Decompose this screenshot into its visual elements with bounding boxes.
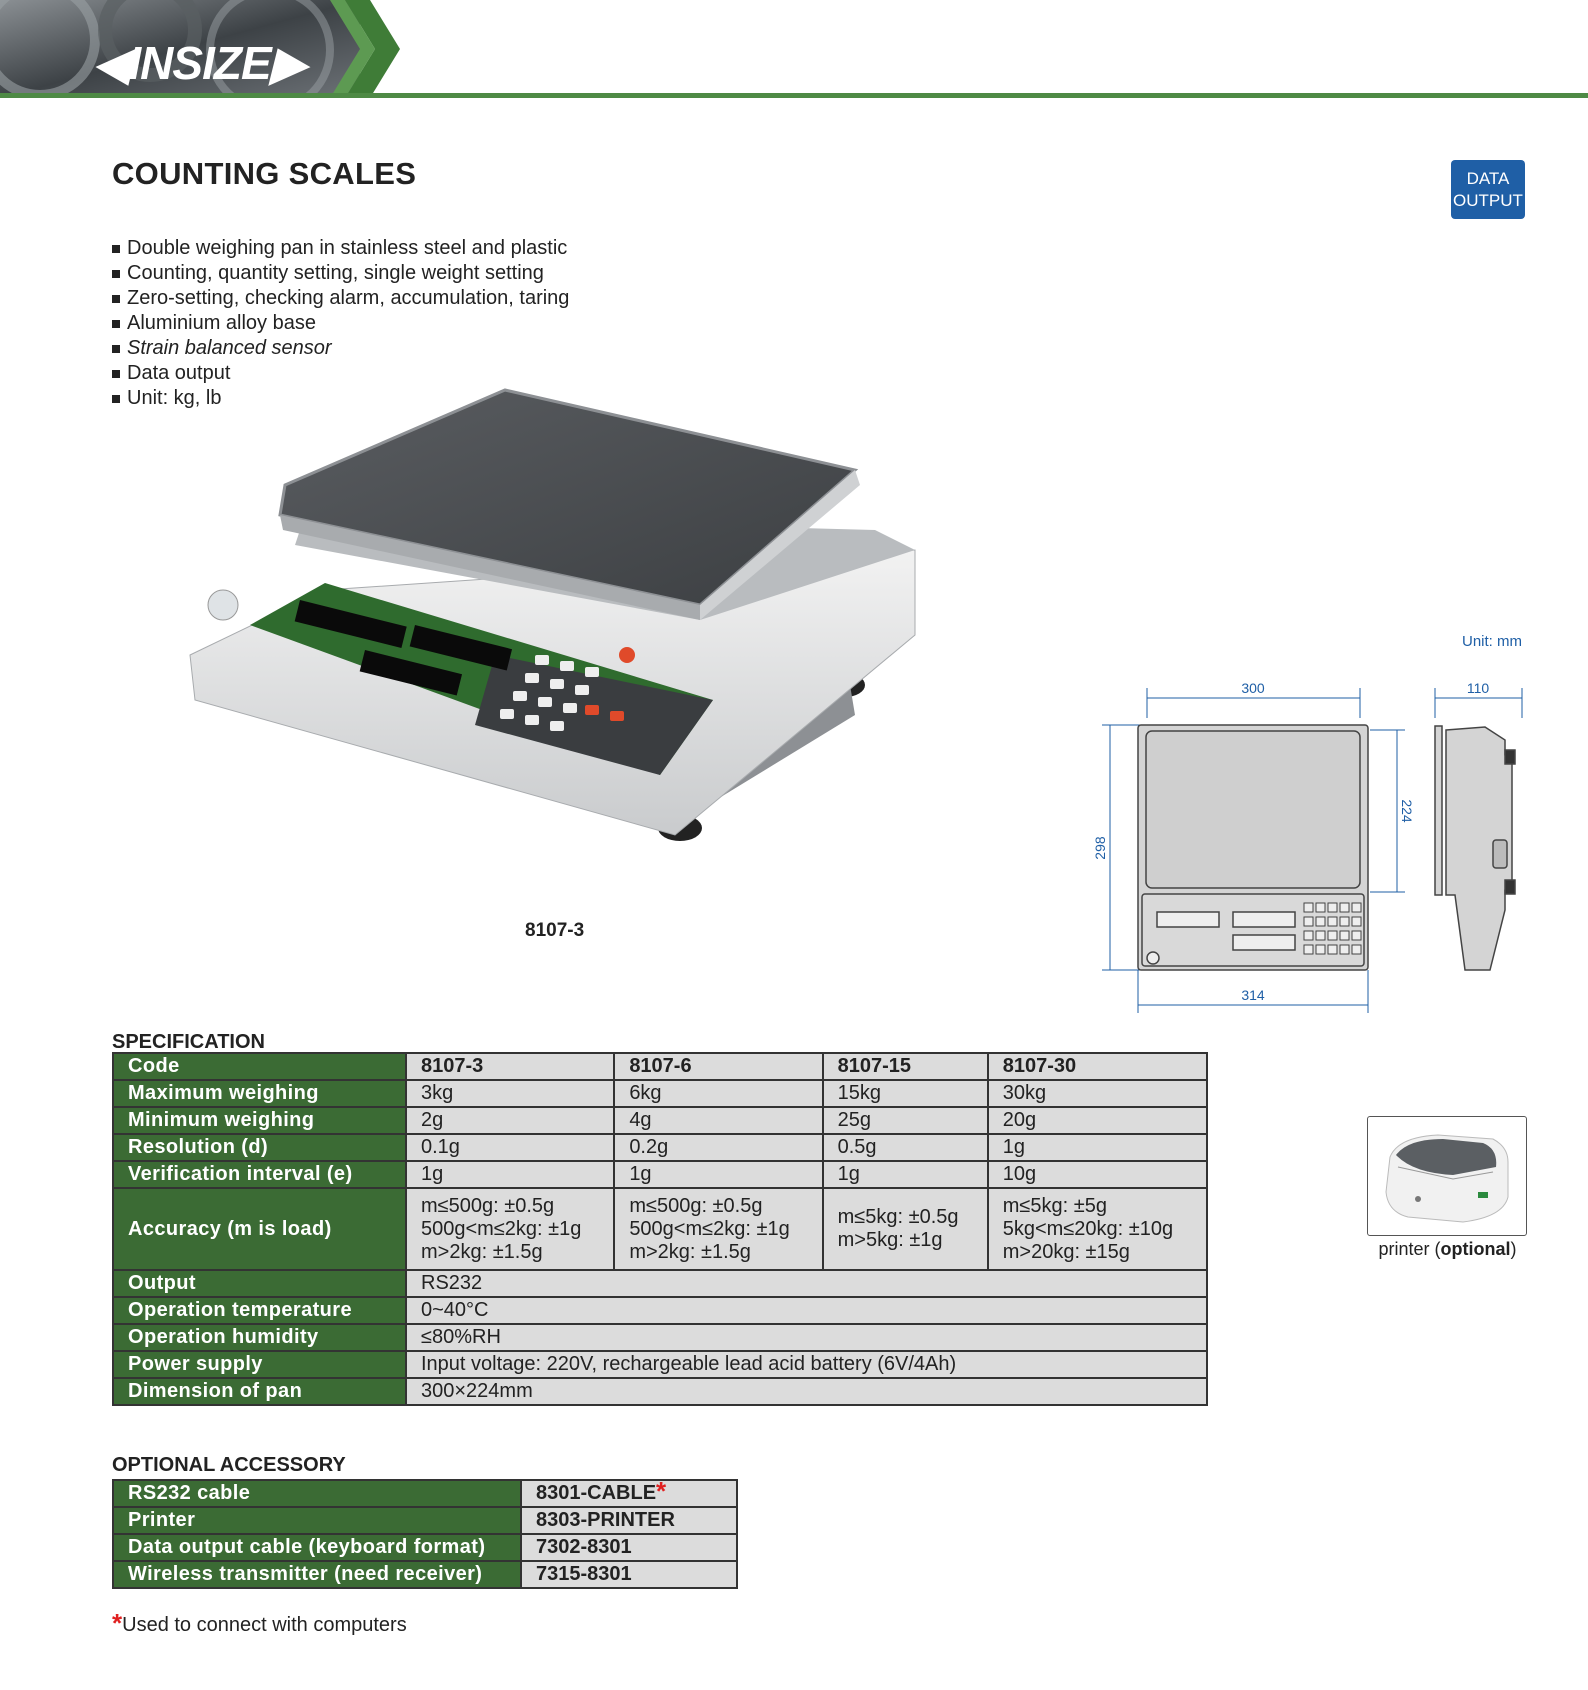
- table-row: [113, 1053, 1207, 1080]
- header-rule: [0, 93, 1588, 98]
- row-label: Data output cable (keyboard format): [113, 1534, 521, 1561]
- cell-line: m>2kg: ±1.5g: [629, 1240, 751, 1263]
- dim-top-label: 300: [1241, 680, 1265, 696]
- cell-line: m>5kg: ±1g: [837, 1229, 943, 1251]
- cell: [988, 1188, 1207, 1270]
- cell: 8303-PRINTER: [521, 1507, 737, 1534]
- keypad-key: [1340, 903, 1349, 912]
- keypad-key: [1340, 931, 1349, 940]
- cell-line: 5kg<m≤20kg: ±10g: [1002, 1217, 1174, 1240]
- cell-line: m>2kg: ±1.5g: [421, 1240, 543, 1263]
- unit-label: Unit: mm: [1462, 633, 1522, 650]
- keypad-key: [1328, 903, 1337, 912]
- cell: 1g: [406, 1161, 614, 1188]
- table-row: [113, 1270, 1207, 1297]
- cell: ≤80%RH: [406, 1324, 1207, 1351]
- row-label: Minimum weighing: [113, 1107, 406, 1134]
- feature-item: Zero-setting, checking alarm, accumulation, taring: [110, 286, 569, 311]
- cell: [521, 1476, 737, 1507]
- table-row: [113, 1351, 1207, 1378]
- row-label: Accuracy (m is load): [113, 1188, 406, 1270]
- row-label: Dimension of pan: [113, 1378, 406, 1405]
- table-row: [113, 1134, 1207, 1161]
- table-row: [113, 1188, 1207, 1270]
- printer-caption-suffix: ): [1510, 1239, 1517, 1259]
- cell: 1g: [823, 1161, 988, 1188]
- footnote: [112, 1608, 407, 1638]
- row-label: Printer: [113, 1507, 521, 1534]
- row-label: Wireless transmitter (need receiver): [113, 1561, 521, 1588]
- table-row: [113, 1507, 737, 1534]
- asterisk-mark: *: [112, 1608, 123, 1638]
- cell: 6kg: [614, 1080, 822, 1107]
- page-title: COUNTING SCALES: [112, 156, 417, 191]
- row-label: Output: [113, 1270, 406, 1297]
- keypad-key: [1340, 917, 1349, 926]
- keypad-key: [1352, 903, 1361, 912]
- keypad-key: [1316, 917, 1325, 926]
- dim-side-label: 110: [1466, 680, 1490, 696]
- cell: 8107-6: [614, 1053, 822, 1080]
- printer-caption-prefix: printer (: [1378, 1239, 1441, 1259]
- keypad-key: [1340, 945, 1349, 954]
- data-output-badge: [1451, 160, 1525, 219]
- logo-arrow-left-icon: ◀: [94, 37, 129, 89]
- feature-item: Strain balanced sensor: [110, 336, 569, 361]
- cell-code: 8301-CABLE: [536, 1482, 657, 1504]
- dimension-drawing: [1090, 670, 1530, 1015]
- row-label: Operation humidity: [113, 1324, 406, 1351]
- printer-caption: [1360, 1239, 1535, 1260]
- cell: Input voltage: 220V, rechargeable lead acid battery (6V/4Ah): [406, 1351, 1207, 1378]
- cell: 0.1g: [406, 1134, 614, 1161]
- row-label: Power supply: [113, 1351, 406, 1378]
- keypad-key: [1304, 945, 1313, 954]
- logo-arrow-right-icon: ▶: [270, 37, 306, 89]
- cell: 7302-8301: [521, 1534, 737, 1561]
- brand-logo: [94, 36, 305, 90]
- cell: [823, 1188, 988, 1270]
- table-row: [113, 1161, 1207, 1188]
- table-row: [113, 1378, 1207, 1405]
- feature-item: Unit: kg, lb: [110, 386, 569, 411]
- badge-line1: DATA: [1466, 168, 1510, 188]
- feature-item: Data output: [110, 361, 569, 386]
- keypad-key: [1328, 931, 1337, 940]
- cell: 0~40°C: [406, 1297, 1207, 1324]
- accessory-table: [112, 1476, 738, 1589]
- keypad-key: [1352, 945, 1361, 954]
- cell: RS232: [406, 1270, 1207, 1297]
- cell: 15kg: [823, 1080, 988, 1107]
- keypad-key: [1316, 945, 1325, 954]
- keypad-key: [1328, 945, 1337, 954]
- accessory-heading: OPTIONAL ACCESSORY: [112, 1454, 346, 1476]
- cell: 2g: [406, 1107, 614, 1134]
- table-row: [113, 1534, 737, 1561]
- keypad-key: [1316, 903, 1325, 912]
- cell: 10g: [988, 1161, 1207, 1188]
- printer-caption-bold: optional: [1440, 1239, 1511, 1259]
- keypad-key: [1316, 931, 1325, 940]
- cell: 4g: [614, 1107, 822, 1134]
- row-label: Operation temperature: [113, 1297, 406, 1324]
- table-row: [113, 1561, 737, 1588]
- keypad-key: [1352, 931, 1361, 940]
- cell: 8107-15: [823, 1053, 988, 1080]
- keypad-key: [1328, 917, 1337, 926]
- dim-bottom-label: 314: [1241, 987, 1265, 1003]
- cell-line: m≤500g: ±0.5g: [421, 1194, 555, 1217]
- cell-line: m≤5kg: ±0.5g: [837, 1206, 959, 1228]
- cell: 1g: [988, 1134, 1207, 1161]
- asterisk-mark: *: [656, 1476, 667, 1506]
- printer-icon: [1368, 1117, 1526, 1235]
- spec-heading: SPECIFICATION: [112, 1031, 265, 1053]
- row-label: Code: [113, 1053, 406, 1080]
- printer-image-frame: [1367, 1116, 1527, 1236]
- cell: 0.2g: [614, 1134, 822, 1161]
- cell: 0.5g: [823, 1134, 988, 1161]
- cell-line: m≤5kg: ±5g: [1002, 1194, 1107, 1217]
- row-label: Maximum weighing: [113, 1080, 406, 1107]
- cell: 30kg: [988, 1080, 1207, 1107]
- counting-scale-image: [115, 355, 1000, 915]
- dim-left-label: 298: [1092, 836, 1108, 860]
- cell: 25g: [823, 1107, 988, 1134]
- dim-right-label: 224: [1399, 799, 1415, 823]
- cell: [406, 1188, 614, 1270]
- cell-line: 500g<m≤2kg: ±1g: [421, 1217, 582, 1240]
- row-label: Verification interval (e): [113, 1161, 406, 1188]
- cell: 8107-3: [406, 1053, 614, 1080]
- keypad-key: [1304, 931, 1313, 940]
- spec-table: [112, 1052, 1208, 1406]
- keypad-key: [1352, 917, 1361, 926]
- table-row: [113, 1297, 1207, 1324]
- cell-line: 500g<m≤2kg: ±1g: [629, 1217, 790, 1240]
- row-label: RS232 cable: [113, 1480, 521, 1507]
- keypad-key: [1304, 903, 1313, 912]
- cell: 20g: [988, 1107, 1207, 1134]
- cell: 300×224mm: [406, 1378, 1207, 1405]
- brand-text: INSIZE: [128, 37, 271, 89]
- feature-item: Counting, quantity setting, single weight setting: [110, 261, 569, 286]
- cell: 7315-8301: [521, 1561, 737, 1588]
- table-row: [113, 1480, 737, 1507]
- table-row: [113, 1080, 1207, 1107]
- table-row: [113, 1107, 1207, 1134]
- row-label: Resolution (d): [113, 1134, 406, 1161]
- badge-line2: OUTPUT: [1453, 190, 1523, 210]
- cell: [614, 1188, 822, 1270]
- cell-line: m≤500g: ±0.5g: [629, 1194, 763, 1217]
- feature-item: Double weighing pan in stainless steel and plastic: [110, 236, 569, 261]
- cell: 8107-30: [988, 1053, 1207, 1080]
- cell: 1g: [614, 1161, 822, 1188]
- footnote-text: Used to connect with computers: [122, 1614, 407, 1636]
- table-row: [113, 1324, 1207, 1351]
- cell-line: m>20kg: ±15g: [1002, 1240, 1130, 1263]
- cell: 3kg: [406, 1080, 614, 1107]
- product-caption: 8107-3: [525, 920, 585, 941]
- feature-item: Aluminium alloy base: [110, 311, 569, 336]
- keypad-key: [1304, 917, 1313, 926]
